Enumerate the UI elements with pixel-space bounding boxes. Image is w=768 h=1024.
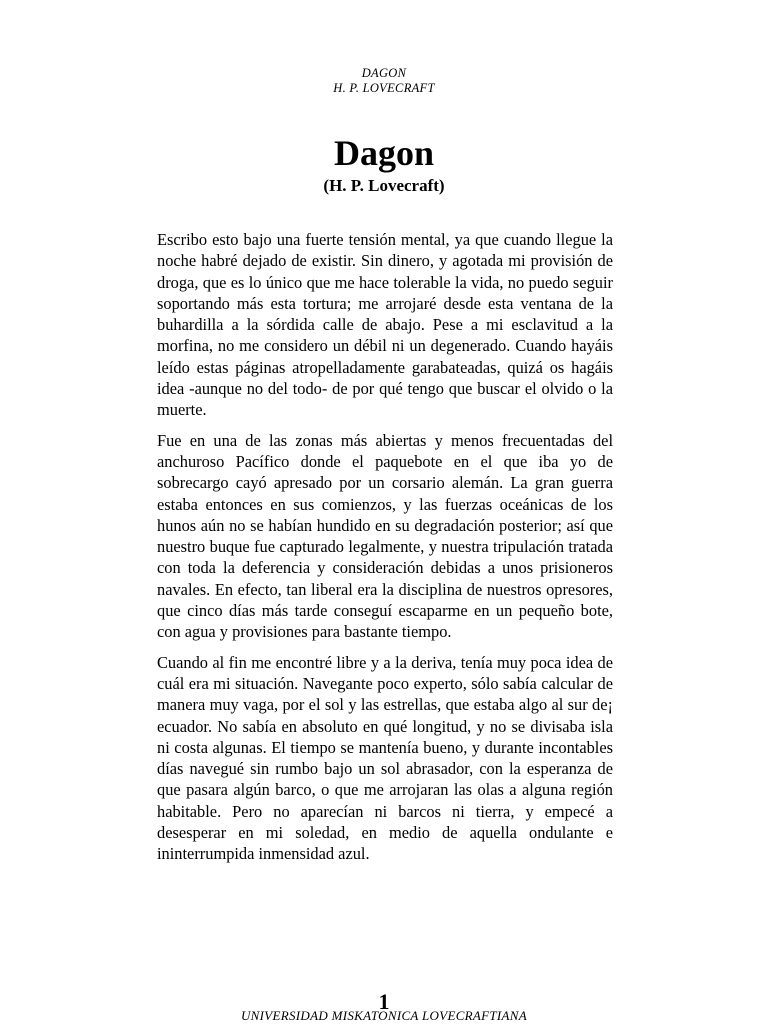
- page-number: 1: [378, 989, 390, 1014]
- body-text: [157, 229, 613, 874]
- header-author: H. P. LOVECRAFT: [333, 81, 435, 95]
- running-header: [0, 66, 768, 96]
- paragraph: Cuando al fin me encontré libre y a la deriva, tenía muy poca idea de cuál era mi situación. Navegante poco experto, sólo sabía calcular de manera muy vaga, por el sol y las estrellas, que estaba algo al sur de¡ ecuador. No sabía en absoluto en qué longitud, y no se divisaba isla ni costa algunas. El tiempo se mantenía bueno, y durante incontables días navegué sin rumbo bajo un sol abrasador, con la esperanza de que pasara algún barco, o que me arrojaran las olas a alguna región habitable. Pero no aparecían ni barcos ni tierra, y empecé a desesperar en mi soledad, en medio de aquella ondulante e ininterrumpida inmensidad azul.: [157, 652, 613, 864]
- running-footer: UNIVERSIDAD MISKATONICA LOVECRAFTIANA: [240, 1008, 527, 1023]
- paragraph: Fue en una de las zonas más abiertas y menos frecuentadas del anchuroso Pacífico donde el paquebote en el que iba yo de sobrecargo cayó apresado por un corsario alemán. La gran guerra estaba entonces en sus comienzos, y las fuerzas oceánicas de los hunos aún no se habían hundido en su degradación posterior; así que nuestro buque fue capturado legalmente, y nuestra tripulación tratada con toda la deferencia y consideración debidas a unos prisioneros navales. En efecto, tan liberal era la disciplina de nuestros opresores, que cinco días más tarde conseguí escaparme en un pequeño bote, con agua y provisiones para bastante tiempo.: [157, 430, 613, 642]
- document-title: Dagon: [333, 133, 435, 173]
- document-subtitle: (H. P. Lovecraft): [323, 176, 445, 195]
- header-title: DAGON: [361, 66, 407, 80]
- paragraph: Escribo esto bajo una fuerte tensión mental, ya que cuando llegue la noche habré dejado de existir. Sin dinero, y agotada mi provisión de droga, que es lo único que me hace tolerable la vida, no puedo seguir soportando más esta tortura; me arrojaré desde esta ventana de la buhardilla a la sórdida calle de abajo. Pese a mi esclavitud a la morfina, no me considero un débil ni un degenerado. Cuando hayáis leído estas páginas atropelladamente garabateadas, quizá os hagáis idea -aunque no del todo- de por qué tengo que buscar el olvido o la muerte.: [157, 230, 613, 420]
